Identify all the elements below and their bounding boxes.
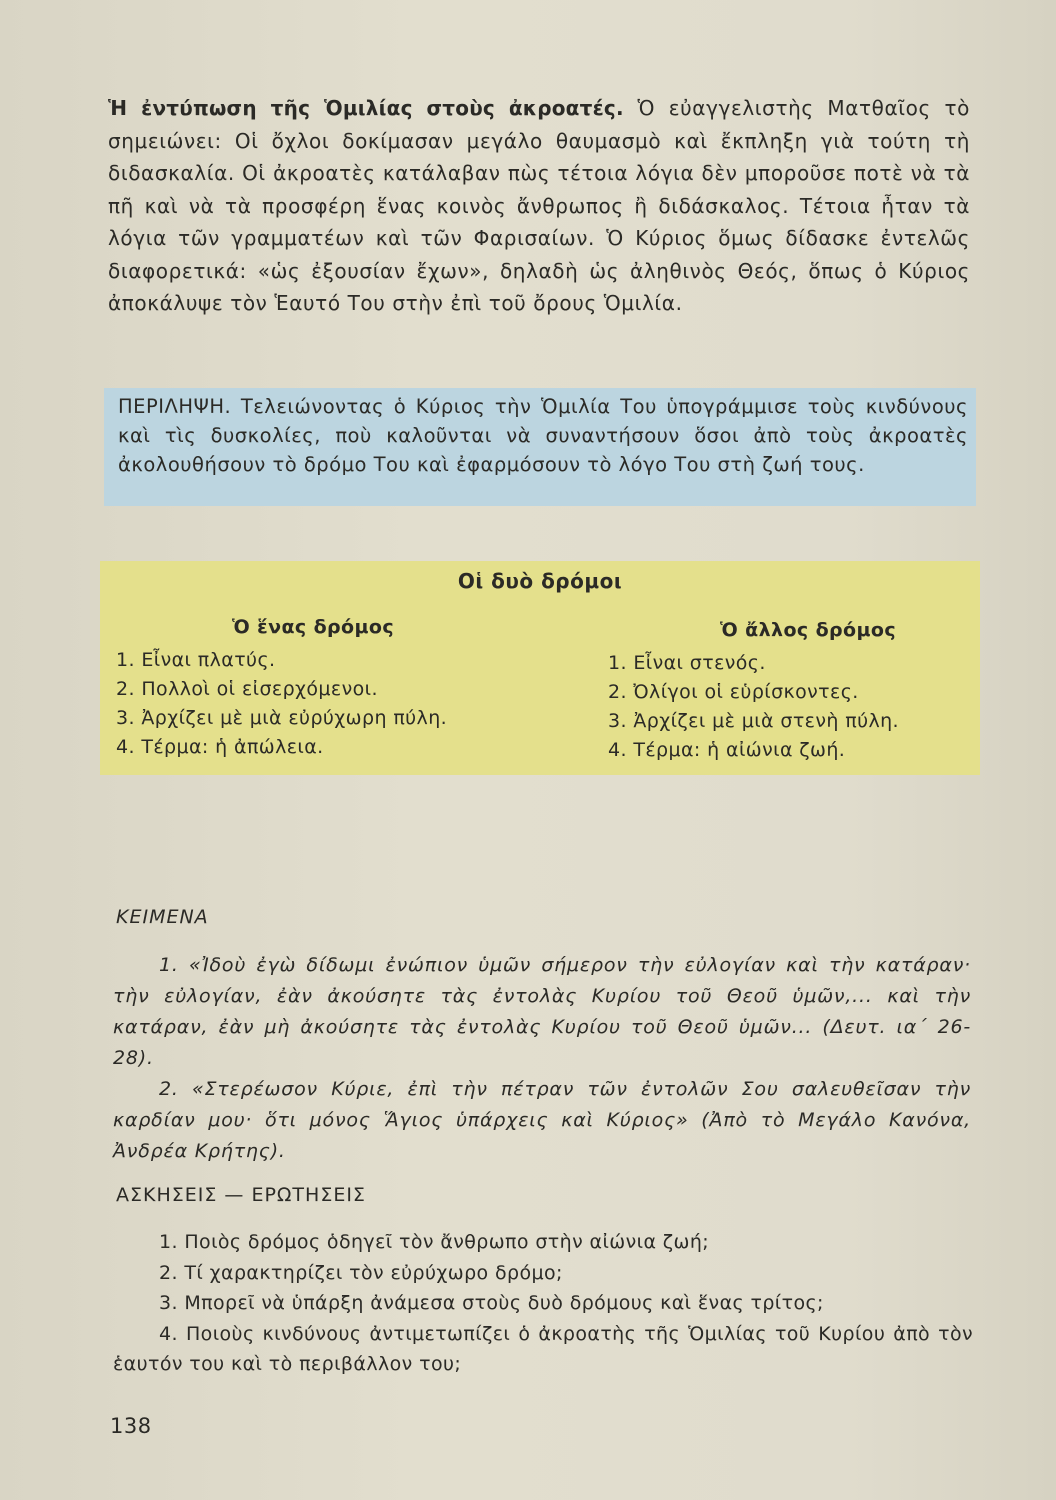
left-road-list (116, 646, 447, 762)
text-item: 1. «Ἰδοὺ ἐγὼ δίδωμι ἐνώπιον ὑμῶν σήμερον τὴν εὐλογίαν καὶ τὴν κατάραν· τὴν εὐλογίαν, ἐὰν ἀκούσητε τὰς ἐντολὰς Κυρίου τοῦ Θεοῦ ὑμῶν,... καὶ τὴν κατάραν, ἐὰν μὴ ἀκούσητε τὰς ἐντολὰς Κυρίου τοῦ Θεοῦ ὑμῶν... (Δευτ. ια΄ 26-28). (113, 954, 971, 1069)
left-road-title: Ὁ ἕνας δρόμος (232, 616, 394, 638)
intro-body: Ὁ εὐαγγελιστὴς Ματθαῖος τὸ σημειώνει: Οἱ ὄχλοι δοκίμασαν μεγάλο θαυμασμὸ καὶ ἔκπληξη γιὰ τούτη τὴ διδασκαλία. Οἱ ἀκροατὲς κατάλαβαν πὼς τέτοια λόγια δὲν μποροῦσε ποτὲ νὰ τὰ πῆ καὶ νὰ τὰ προσφέρη ἕνας κοινὸς ἄνθρωπος ἢ διδάσκαλος. Τέτοια ἦταν τὰ λόγια τῶν γραμματέων καὶ τῶν Φαρισαίων. Ὁ Κύριος ὅμως δίδασκε ἐντελῶς διαφορετικά: «ὡς ἐξουσίαν ἔχων», δηλαδὴ ὡς ἀληθινὸς Θεός, ὅπως ὁ Κύριος ἀποκάλυψε τὸν Ἑαυτό Του στὴν ἐπὶ τοῦ ὄρους Ὁμιλία. (108, 96, 970, 315)
two-roads-box (100, 561, 980, 775)
list-item: 2. Ὀλίγοι οἱ εὑρίσκοντες. (608, 681, 859, 703)
list-item: 2. Πολλοὶ οἱ εἰσερχόμενοι. (116, 678, 378, 700)
list-item: 3. Μπορεῖ νὰ ὑπάρξη ἀνάμεσα στοὺς δυὸ δρόμους καὶ ἕνας τρίτος; (159, 1292, 824, 1314)
summary-box (104, 388, 976, 506)
list-item: 1. Εἶναι στενός. (608, 652, 766, 674)
right-road-title: Ὁ ἄλλος δρόμος (720, 619, 896, 641)
list-item: 3. Ἀρχίζει μὲ μιὰ εὐρύχωρη πύλη. (116, 707, 448, 729)
texts-block (113, 950, 971, 1167)
list-item: 1. Ποιὸς δρόμος ὁδηγεῖ τὸν ἄνθρωπο στὴν αἰώνια ζωή; (159, 1231, 710, 1253)
intro-paragraph (108, 92, 970, 320)
text-item: 2. «Στερέωσον Κύριε, ἐπὶ τὴν πέτραν τῶν ἐντολῶν Σου σαλευθεῖσαν τὴν καρδίαν μου· ὅτι μόνος Ἅγιος ὑπάρχεις καὶ Κύριος» (Ἀπὸ τὸ Μεγάλο Κανόνα, Ἀνδρέα Κρήτης). (113, 1078, 971, 1162)
right-road-list (608, 649, 899, 765)
list-item: 2. Τί χαρακτηρίζει τὸν εὐρύχωρο δρόμο; (159, 1261, 563, 1284)
texts-heading: ΚΕΙΜΕΝΑ (116, 906, 209, 928)
intro-heading: Ἡ ἐντύπωση τῆς Ὁμιλίας στοὺς ἀκροατές. (108, 96, 624, 120)
summary-text: ΠΕΡΙΛΗΨΗ. Τελειώνοντας ὁ Κύριος τὴν Ὁμιλία Του ὑπογράμμισε τοὺς κινδύνους καὶ τὶς δυσκολίες, ποὺ καλοῦνται νὰ συναντήσουν ὅσοι ἀπὸ τοὺς ἀκροατὲς ἀκολουθήσουν τὸ δρόμο Του καὶ ἐφαρμόσουν τὸ λόγο Του στὴ ζωή τους. (118, 395, 968, 476)
exercises-heading: ΑΣΚΗΣΕΙΣ — ΕΡΩΤΗΣΕΙΣ (116, 1184, 366, 1206)
list-item: 3. Ἀρχίζει μὲ μιὰ στενὴ πύλη. (608, 710, 899, 732)
list-item: 1. Εἶναι πλατύς. (116, 649, 276, 671)
page-number: 138 (110, 1414, 152, 1438)
two-roads-title: Οἱ δυὸ δρόμοι (457, 569, 623, 593)
list-item: 4. Ποιοὺς κινδύνους ἀντιμετωπίζει ὁ ἀκροατὴς τῆς Ὁμιλίας τοῦ Κυρίου ἀπὸ τὸν ἑαυτόν του καὶ τὸ περιβάλλον του; (113, 1322, 973, 1375)
exercises-list (113, 1227, 973, 1380)
list-item: 4. Τέρμα: ἡ ἀπώλεια. (116, 736, 324, 758)
list-item: 4. Τέρμα: ἡ αἰώνια ζωή. (608, 739, 846, 761)
